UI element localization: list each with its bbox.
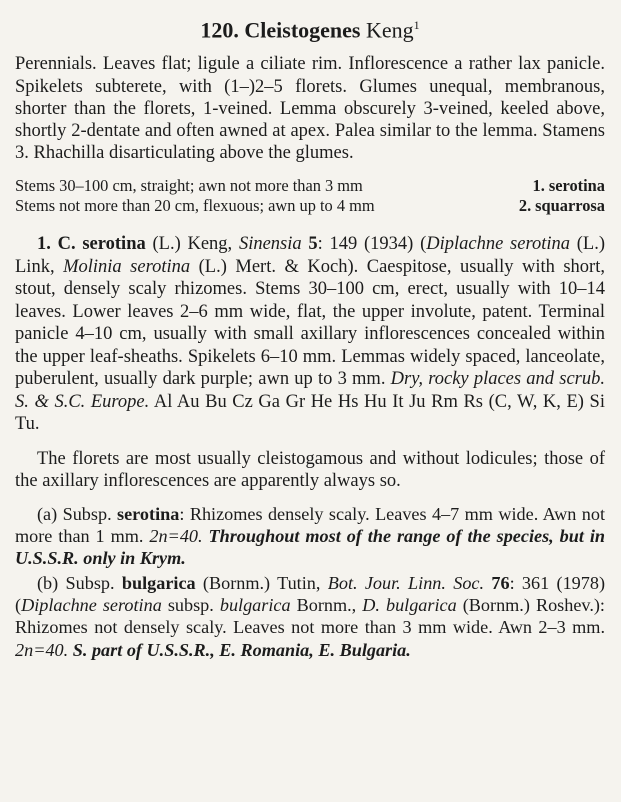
subspecies-name: bulgarica [121,572,196,593]
chromosome-number: 2n=40. [149,526,203,547]
journal-name: Sinensia [238,234,302,255]
synonym: Molinia serotina [63,256,191,277]
species-name: C. serotina [57,234,146,255]
subspecies-entry: (a) Subsp. serotina: Rhizomes densely scaly. Leaves 4–7 mm wide. Awn not more than 1 mm. 2n=40. Throughout most of the range of the species, but in U.S.S.R. only in Krym. [15,503,605,569]
synonym: D. bulgarica [362,595,457,616]
journal-volume: 5 [308,234,318,255]
key-result: 2. squarrosa [518,195,605,215]
footnote-mark: 1 [413,18,420,32]
genus-description: Perennials. Leaves flat; ligule a ciliate rim. Inflorescence a rather lax panicle. Spikelets subterete, with (1–)2–5 florets. Glumes unequal, membranous, shorter than the florets, 1-veined. Lemma obscurely 3-veined, keeled above, shortly 2-dentate and often awned at apex. Palea similar to the lemma. Stamens 3. Rhachilla disarticulating above the glumes. [15,54,605,164]
chromosome-number: 2n=40. [15,639,69,660]
journal-name: Bot. Jour. Linn. Soc. [327,572,485,593]
genus-number: 120. [200,17,239,43]
genus-author: Keng [365,17,414,43]
species-key [15,176,605,215]
species-description: Caespitose, usually with short, stout, densely scaly rhizomes. Stems 30–100 cm, erect, usually with 10–14 leaves. Lower leaves 2–6 mm wide, flat, the upper involute, patent. Terminal panicle 4–10 cm, usually with small axillary inflorescences concealed within the upper leaf-sheaths. Spikelets 6–10 mm. Lemmas widely spaced, lanceolate, puberulent, usually dark purple; awn up to 3 mm. [15,256,605,390]
subspecies-range: S. part of U.S.S.R., E. Romania, E. Bulgaria. [68,639,411,660]
habitat: Dry, rocky places and scrub. S. & S.C. Europe. [15,369,605,412]
key-lead: Stems 30–100 cm, straight; awn not more than 3 mm [15,176,363,196]
synonym: Diplachne serotina [426,234,571,255]
subspecies-entry: (b) Subsp. bulgarica (Bornm.) Tutin, Bot. Jour. Linn. Soc. 76: 361 (1978) (Diplachne serotina subsp. bulgarica Bornm., D. bulgarica (Bornm.) Roshev.): Rhizomes not densely scaly. Leaves not more than 3 mm wide. Awn 2–3 mm. 2n=40. S. part of U.S.S.R., E. Romania, E. Bulgaria. [15,572,606,660]
subspecies-name: serotina [117,503,180,524]
journal-volume: 76 [491,572,510,593]
synonym: Diplachne serotina [21,595,162,616]
genus-heading [15,10,605,45]
distribution: Al Au Bu Cz Ga Gr He Hs Hu It Ju Rm Rs (C, W, K, E) Si Tu. [15,391,605,435]
key-couplet [15,176,605,196]
key-result: 1. serotina [532,176,605,196]
key-lead: Stems not more than 20 cm, flexuous; awn up to 4 mm [15,195,375,215]
key-couplet [15,196,605,216]
species-note: The florets are most usually cleistogamous and without lodicules; those of the axillary inflorescences are apparently always so. [15,448,605,492]
genus-name: Cleistogenes [244,17,361,43]
species-number: 1. [37,234,51,255]
subspecies-range: Throughout most of the range of the species, but in U.S.S.R. only in Krym. [15,526,605,569]
species-account: 1. C. serotina (L.) Keng, Sinensia 5: 149 (1934) (Diplachne serotina (L.) Link, Molinia serotina (L.) Mert. & Koch). Caespitose, usually with short, stout, densely scaly rhizomes. Stems 30–100 cm, erect, usually with 10–14 leaves. Lower leaves 2–6 mm wide, flat, the upper involute, patent. Terminal panicle 4–10 cm, usually with small axillary inflorescences concealed within the upper leaf-sheaths. Spikelets 6–10 mm. Lemmas widely spaced, lanceolate, puberulent, usually dark purple; awn up to 3 mm. Dry, rocky places and scrub. S. & S.C. Europe. Al Au Bu Cz Ga Gr He Hs Hu It Ju Rm Rs (C, W, K, E) Si Tu. [15,234,606,435]
